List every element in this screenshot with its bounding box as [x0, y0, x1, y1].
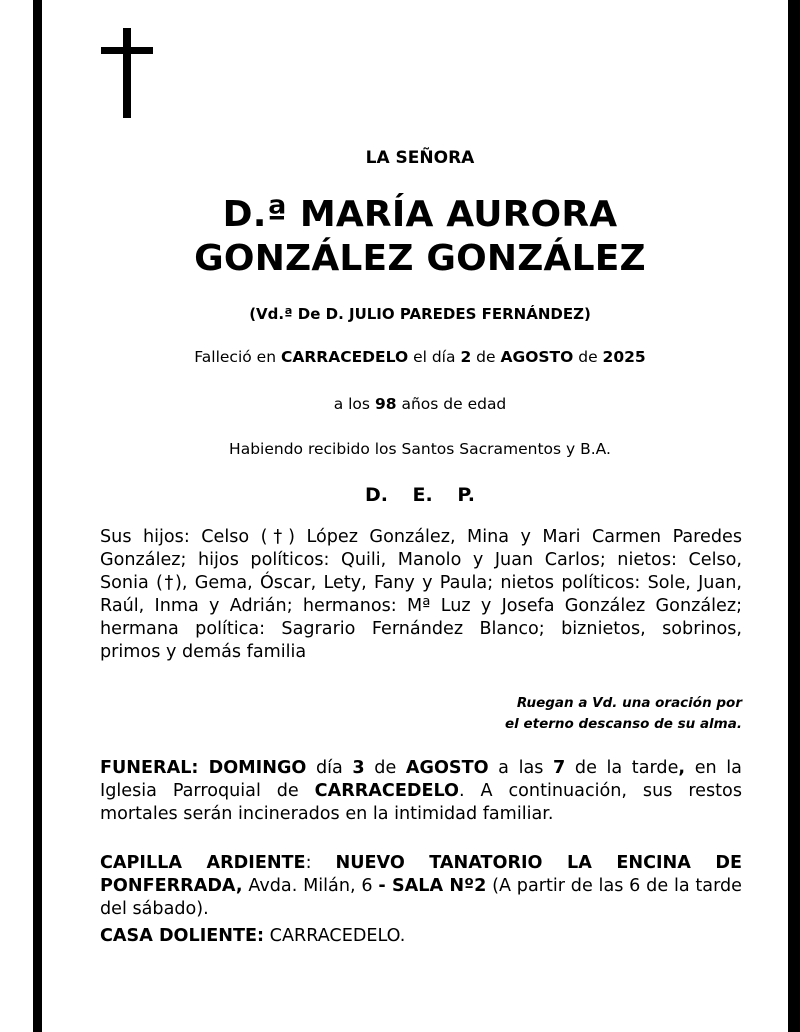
funeral-hour: 7 — [553, 758, 566, 778]
name-line-1: D.ª MARÍA AURORA — [222, 194, 618, 235]
chapel-colon: : — [305, 853, 336, 873]
chapel-label: CAPILLA ARDIENTE — [100, 853, 306, 873]
funeral-text-4: de la tarde — [565, 758, 679, 778]
funeral-place: CARRACEDELO — [314, 781, 460, 801]
death-day-prefix: el día — [413, 348, 456, 366]
death-info — [100, 348, 740, 366]
death-of-1: de — [476, 348, 496, 366]
death-year: 2025 — [602, 348, 646, 366]
death-day: 2 — [460, 348, 472, 366]
house-label: CASA DOLIENTE: — [100, 926, 265, 946]
funeral-text-2: de — [364, 758, 406, 778]
right-border — [788, 0, 800, 1032]
funeral-text-3: a las — [488, 758, 554, 778]
chapel-place: NUEVO TANATORIO LA ENCINA DE PONFERRADA, — [100, 853, 742, 896]
age-suffix: años de edad — [401, 395, 507, 413]
funeral-info — [100, 757, 742, 826]
death-month: AGOSTO — [500, 348, 574, 366]
death-place: CARRACEDELO — [280, 348, 409, 366]
age-prefix: a los — [333, 395, 370, 413]
prayer-line-1: Ruegan a Vd. una oración por — [516, 695, 742, 711]
prayer-line-2: el eterno descanso de su alma. — [505, 716, 742, 732]
chapel-room: - SALA Nº2 — [378, 876, 487, 896]
chapel-address: Avda. Milán, 6 — [242, 876, 379, 896]
deceased-name — [100, 193, 740, 281]
funeral-month: AGOSTO — [405, 758, 489, 778]
funeral-text-1: día — [306, 758, 353, 778]
funeral-text-5: en la Iglesia Parroquial de — [100, 758, 742, 801]
chapel-note: (A partir de las 6 de la tarde del sábado). — [100, 876, 742, 919]
cross-icon — [101, 28, 153, 118]
left-border — [33, 0, 42, 1032]
name-line-2: GONZÁLEZ GONZÁLEZ — [194, 238, 646, 279]
age-years: 98 — [374, 395, 397, 413]
house-info — [100, 925, 742, 948]
death-prefix: Falleció en — [194, 348, 277, 366]
widow-of: (Vd.ª De D. JULIO PAREDES FERNÁNDEZ) — [249, 305, 591, 323]
funeral-comma: , — [678, 758, 686, 778]
chapel-info — [100, 852, 742, 921]
funeral-label: FUNERAL: DOMINGO — [100, 758, 307, 778]
house-value: CARRACEDELO. — [264, 926, 406, 946]
funeral-text-6: . A continuación, sus restos mortales serán incinerados en la intimidad familiar. — [100, 781, 742, 824]
sacraments-text: Habiendo recibido los Santos Sacramentos y B.A. — [229, 440, 611, 458]
prayer-request — [440, 693, 742, 735]
family-list: Sus hijos: Celso (†) López González, Mina y Mari Carmen Paredes González; hijos políticos: Quili, Manolo y Juan Carlos; nietos: Celso, Sonia (†), Gema, Óscar, Lety, Fany y Paula; nietos políticos: Sole, Juan, Raúl, Inma y Adrián; hermanos: Mª Luz y Josefa González González; hermana política: Sagrario Fernández Blanco; biznietos, sobrinos, primos y demás familia — [100, 527, 742, 662]
age-info — [100, 395, 740, 413]
rip-text: D. E. P. — [364, 484, 476, 506]
death-of-2: de — [578, 348, 598, 366]
heading-title: LA SEÑORA — [365, 148, 475, 168]
funeral-day: 3 — [352, 758, 365, 778]
